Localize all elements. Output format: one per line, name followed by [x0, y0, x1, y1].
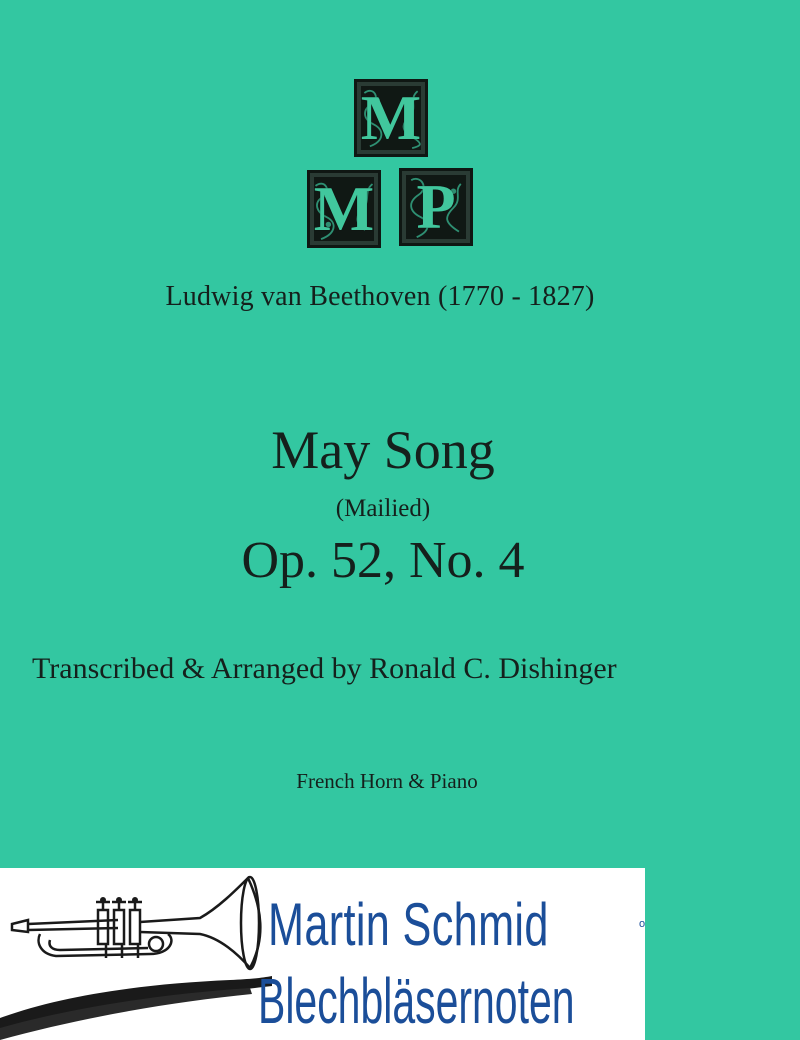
watermark-line2: Blechbläsernoten: [258, 965, 575, 1037]
watermark-line1: Martin Schmid: [268, 891, 549, 958]
piece-subtitle: (Mailied): [335, 495, 431, 522]
opus-number: Op. 52, No. 4: [241, 532, 525, 589]
logo-letter-top: M: [360, 82, 422, 153]
instrumentation: French Horn & Piano: [296, 769, 478, 793]
composer-name: Ludwig van Beethoven (1770 - 1827): [165, 281, 595, 312]
watermark-mark: o: [639, 918, 645, 930]
logo-letter-right: P: [416, 171, 456, 242]
watermark-banner: [0, 868, 645, 1040]
publisher-logo: [0, 0, 800, 260]
trumpet-icon: [0, 868, 275, 1040]
logo-block-top: [354, 79, 428, 157]
logo-block-right: [399, 168, 473, 246]
logo-letter-left: M: [313, 173, 375, 244]
arranger-credit: Transcribed & Arranged by Ronald C. Dishinger: [32, 652, 617, 685]
logo-block-left: [307, 170, 381, 248]
piece-title: May Song: [271, 420, 495, 480]
